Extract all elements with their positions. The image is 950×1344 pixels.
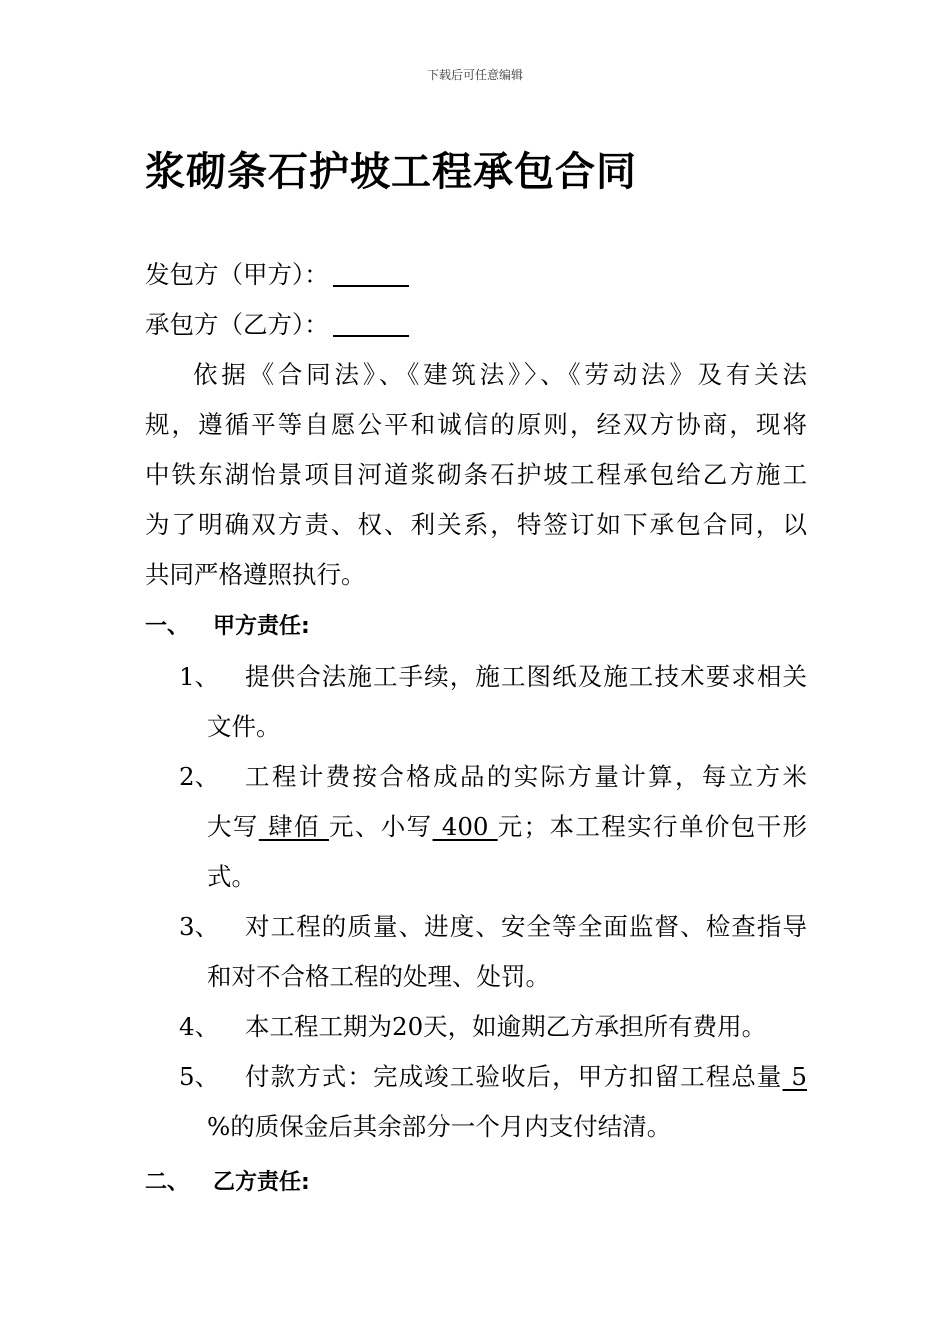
party-b-label: 承包方（乙方）： [145, 310, 329, 339]
price-label-lower: 元、小写 [328, 812, 433, 841]
list-item [145, 1002, 807, 1052]
party-a-label: 发包方（甲方）： [145, 260, 329, 289]
contract-body [145, 250, 807, 1208]
payment-text: 付款方式：完成竣工验收后，甲方扣留工程总量 [245, 1062, 783, 1091]
item-text: 本工程工期为20天，如逾期乙方承担所有费用。 [245, 1012, 767, 1041]
item-text: 文件。 [207, 712, 281, 741]
section-title: 甲方责任: [213, 614, 310, 639]
section-title: 乙方责任: [213, 1170, 310, 1195]
item-text: 式。 [207, 862, 256, 891]
item-text-price [207, 802, 807, 852]
item-number: 1、 [179, 662, 220, 691]
retention-percent: 5 [782, 1062, 807, 1091]
intro-line: 为了明确双方责、权、利关系，特签订如下承包合同，以 [145, 510, 807, 539]
section-number: 二、 [145, 1170, 190, 1195]
item-text: 提供合法施工手续，施工图纸及施工技术要求相关 [245, 662, 807, 691]
intro-line: 中铁东湖怡景项目河道浆砌条石护坡工程承包给乙方施工 [145, 460, 807, 489]
amount-lower: 400 [432, 812, 498, 841]
party-a-blank [333, 259, 409, 287]
contract-title: 浆砌条石护坡工程承包合同 [145, 149, 637, 195]
page-header-note: 下载后可任意编辑 [426, 68, 523, 82]
item-text: 工程计费按合格成品的实际方量计算，每立方米 [245, 762, 807, 791]
intro-line: 共同严格遵照执行。 [145, 560, 366, 589]
price-label-upper: 大写 [207, 812, 259, 841]
list-item [145, 1052, 807, 1152]
intro-line: 依据《合同法》、《建筑法》〉、《劳动法》及有关法 [193, 360, 807, 389]
item-text: 和对不合格工程的处理、处罚。 [207, 962, 550, 991]
list-item [145, 752, 807, 902]
section-heading-party-b [145, 1158, 807, 1208]
item-text: 对工程的质量、进度、安全等全面监督、检查指导 [245, 912, 807, 941]
item-number: 3、 [179, 912, 220, 941]
price-tail: 元；本工程实行单价包干形 [497, 812, 807, 841]
item-text-payment [207, 1052, 807, 1102]
amount-upper: 肆佰 [258, 812, 329, 841]
section-heading-party-a [145, 602, 807, 652]
intro-line: 规，遵循平等自愿公平和诚信的原则，经双方协商，现将 [145, 410, 807, 439]
party-b-blank [333, 309, 409, 337]
item-number: 2、 [179, 762, 220, 791]
item-number: 4、 [179, 1012, 220, 1041]
list-item [145, 902, 807, 1002]
list-item [145, 652, 807, 752]
intro-paragraph [145, 350, 807, 600]
party-a-line [145, 250, 807, 300]
item-text: %的质保金后其余部分一个月内支付结清。 [207, 1112, 672, 1141]
item-number: 5、 [179, 1062, 220, 1091]
party-b-line [145, 300, 807, 350]
section-number: 一、 [145, 614, 190, 639]
